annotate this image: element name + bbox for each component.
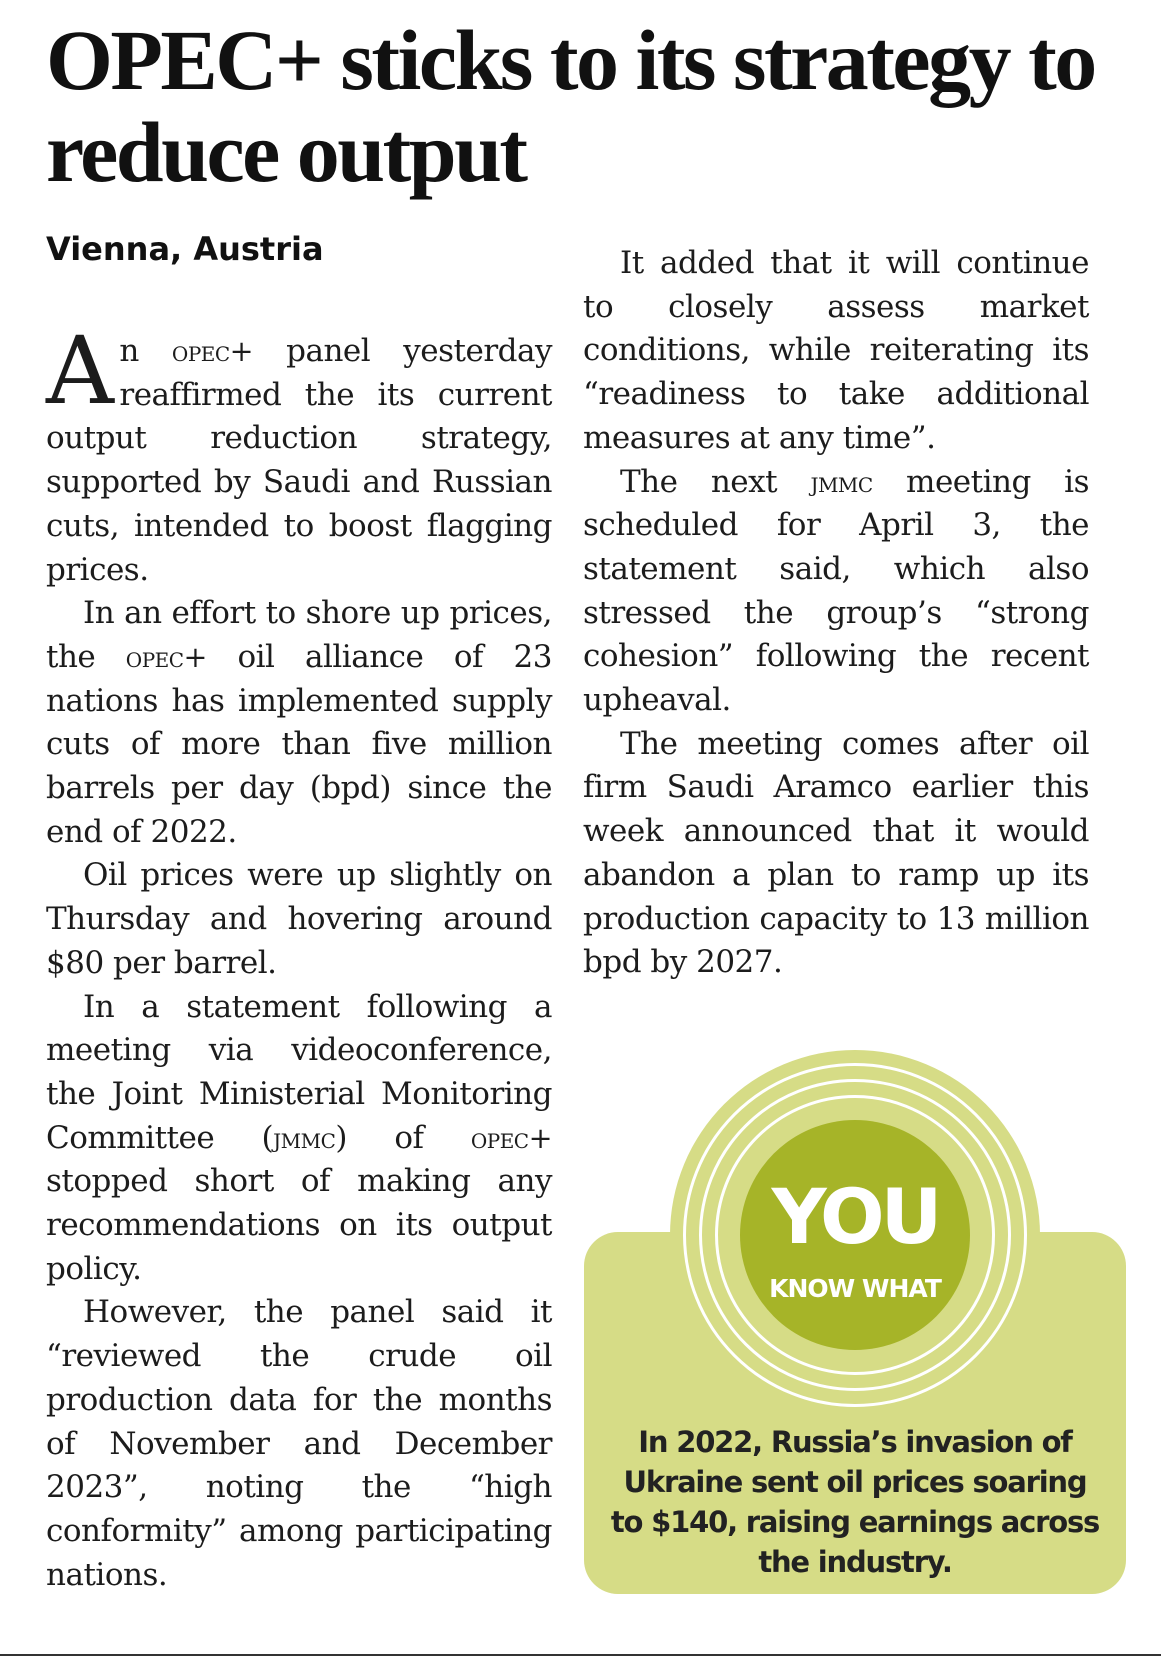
- fact-text: In 2022, Russia’s invasion of Ukraine sent oil prices soaring to $140, raising earnings across the industry.: [610, 1425, 1100, 1579]
- org-name: opec+: [470, 1121, 552, 1155]
- text-span: oil alliance of 23 nations has implemented supply cuts of more than five million barrels per day (bpd) since the end of 2022.: [46, 638, 553, 850]
- badge-subtitle: KNOW WHAT: [769, 1274, 941, 1303]
- text-span: meeting is scheduled for April 3, the statement said, which also stressed the group’s “strong cohesion” following the recent upheaval.: [583, 463, 1089, 719]
- paragraph-1: [46, 317, 552, 592]
- text-span: n: [119, 333, 172, 369]
- paragraph-8: The meeting comes after oil firm Saudi Aramco earlier this week announced that it would abandon a plan to ramp up its production capacity to 13 million bpd by 2027.: [583, 725, 1089, 981]
- drop-cap: A: [46, 317, 114, 426]
- paragraph-2: [46, 592, 552, 854]
- headline: OPEC+ sticks to its strategy to reduce output: [46, 12, 1095, 200]
- text-span: panel yesterday reaffirmed the its current output reduction strategy, supported by Saudi and Russian cuts, intended to boost flagging prices.: [46, 333, 552, 588]
- article-column-left: [46, 317, 553, 1597]
- org-name: opec+: [171, 335, 254, 368]
- article-column-right: [583, 242, 1089, 985]
- text-span: ) of: [335, 1119, 471, 1156]
- paragraph-5: However, the panel said it “reviewed the crude oil production data for the months of November and December 2023”, noting the “high conformity” among participating nations.: [46, 1294, 552, 1593]
- org-name: jmmc: [273, 1121, 336, 1155]
- text-span: The next: [620, 463, 811, 500]
- text-span: In a statement following a meeting via videoconference, the Joint Ministerial Monitoring Committee (: [46, 988, 552, 1156]
- dateline: Vienna, Austria: [46, 230, 324, 268]
- text-span: stopped short of making any recommendations on its output policy.: [46, 1163, 552, 1287]
- text-span: In an effort to shore up prices, the: [46, 595, 552, 675]
- org-name: opec+: [125, 640, 207, 674]
- paragraph-4: [46, 986, 552, 1292]
- bottom-divider: [0, 1654, 1161, 1656]
- paragraph-3: Oil prices were up slightly on Thursday and hovering around $80 per barrel.: [46, 857, 552, 981]
- badge-title: YOU: [771, 1172, 939, 1261]
- org-name: jmmc: [810, 465, 873, 499]
- paragraph-7: [583, 461, 1089, 723]
- paragraph-6: It added that it will continue to closely assess market conditions, while reiterating its “readiness to take additional measures at any time”.: [583, 245, 1089, 456]
